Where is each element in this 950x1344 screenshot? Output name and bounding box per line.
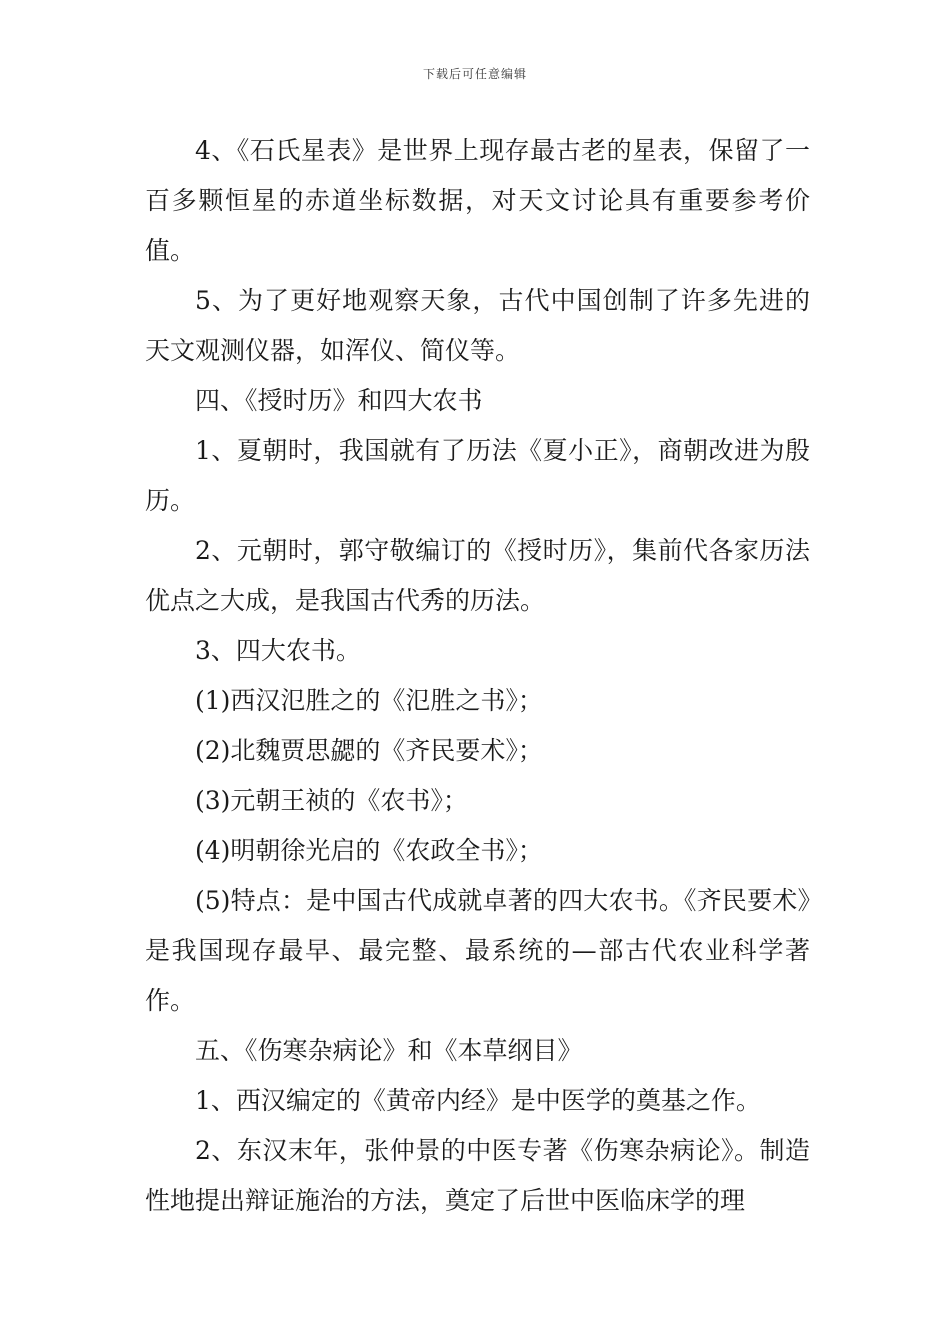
document-body: [145, 126, 810, 1226]
page-header: 下载后可任意编辑: [422, 67, 527, 81]
list-item-nongzheng-quanshu: (4)明朝徐光启的《农政全书》；: [195, 836, 543, 865]
paragraph-xia-calendar: 1、夏朝时，我国就有了历法《夏小正》，商朝改进为殷历。: [145, 436, 810, 515]
paragraph-shoushi-calendar: 2、元朝时，郭守敬编订的《授时历》，集前代各家历法优点之大成，是我国古代秀的历法。: [145, 536, 810, 615]
section-heading-calendar-agriculture: 四、《授时历》和四大农书: [195, 386, 483, 415]
paragraph-four-agriculture-books: 3、四大农书。: [195, 636, 361, 665]
list-item-characteristics: (5)特点：是中国古代成就卓著的四大农书。《齐民要术》是我国现存最早、最完整、最系统的—部古代农业科学著作。: [145, 886, 810, 1015]
paragraph-star-catalog: 4、《石氏星表》是世界上现存最古老的星表，保留了一百多颗恒星的赤道坐标数据，对天文讨论具有重要参考价值。: [145, 136, 810, 265]
paragraph-instruments: 5、为了更好地观察天象，古代中国创制了许多先进的天文观测仪器，如浑仪、简仪等。: [145, 286, 810, 365]
paragraph-huangdi-neijing: 1、西汉编定的《黄帝内经》是中医学的奠基之作。: [195, 1086, 761, 1115]
list-item-nongshu: (3)元朝王祯的《农书》；: [195, 786, 468, 815]
list-item-fan-shengzhi: (1)西汉氾胜之的《氾胜之书》；: [195, 686, 543, 715]
paragraph-shanghan-zabing-lun: 2、东汉末年，张仲景的中医专著《伤寒杂病论》。制造性地提出辩证施治的方法，奠定了后世中医临床学的理: [145, 1136, 810, 1215]
section-heading-medicine: 五、《伤寒杂病论》和《本草纲目》: [195, 1036, 583, 1065]
list-item-qimin-yaoshu: (2)北魏贾思勰的《齐民要术》；: [195, 736, 543, 765]
